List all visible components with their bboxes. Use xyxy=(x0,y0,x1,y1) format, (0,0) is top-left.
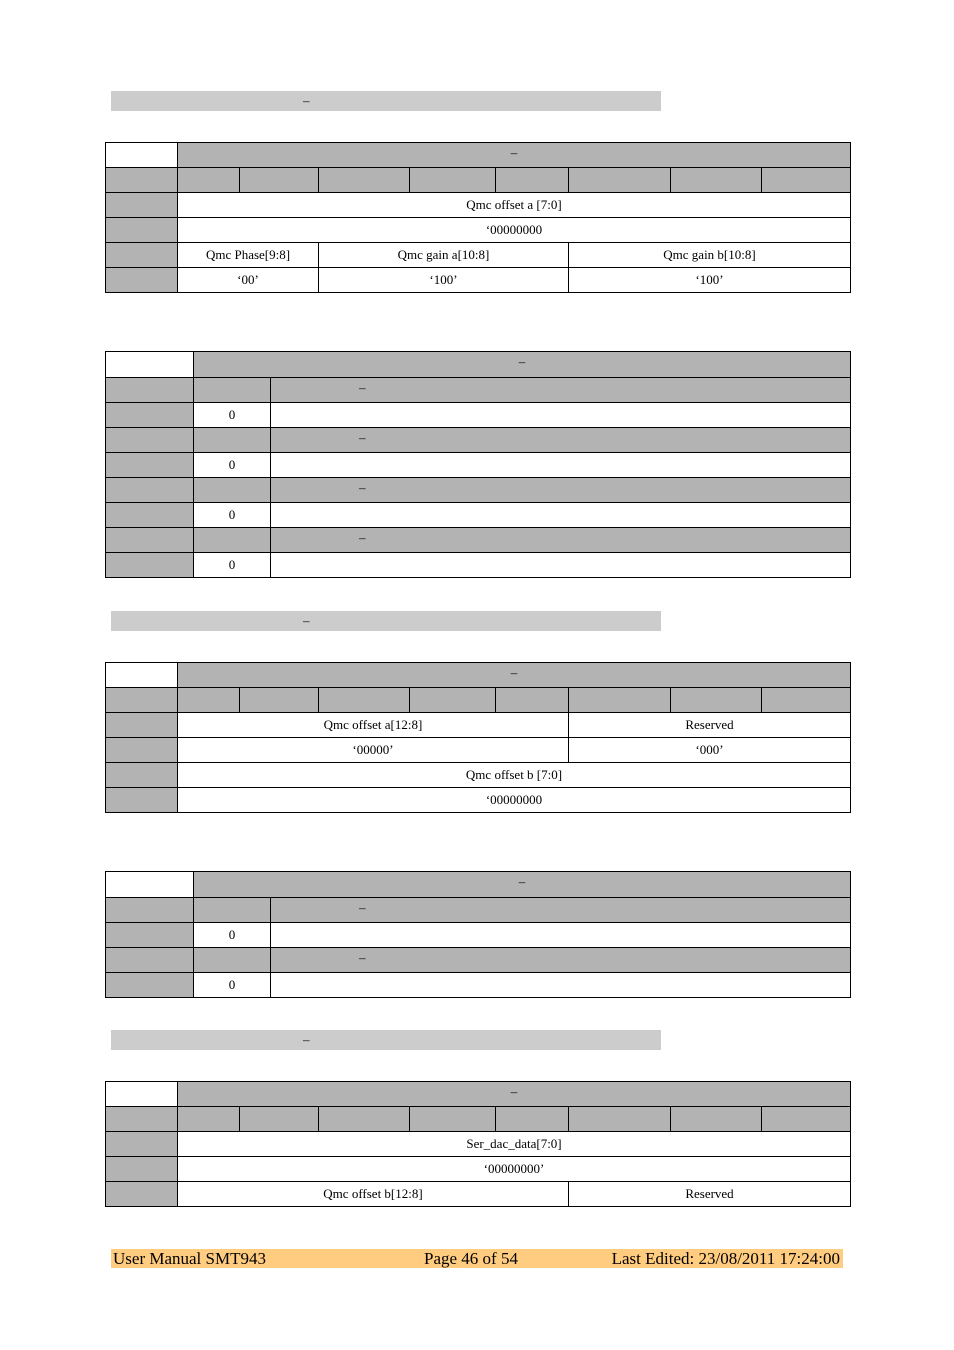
register-title-cell xyxy=(194,352,851,378)
row-label-cell xyxy=(106,403,194,428)
bit-header-cell xyxy=(762,168,851,193)
row-label-cell xyxy=(106,268,178,293)
row-label-cell xyxy=(106,1107,178,1132)
field-cell: Qmc gain b[10:8] xyxy=(569,243,851,268)
row-label-cell xyxy=(106,503,194,528)
register-title-cell xyxy=(194,872,851,898)
heading-dash: – xyxy=(303,1032,310,1047)
setting-header-cell xyxy=(194,378,271,403)
default-cell: ‘00000000 xyxy=(178,218,851,243)
bit-header-cell xyxy=(319,168,410,193)
header-dash: – xyxy=(359,480,366,495)
row-label-cell xyxy=(106,973,194,998)
bit-description-table-2 xyxy=(105,871,851,998)
row-label-cell xyxy=(106,428,194,453)
default-cell: ‘00000000’ xyxy=(178,1157,851,1182)
register-table-1 xyxy=(105,142,851,293)
bit-header-cell xyxy=(569,168,671,193)
setting-value-cell: 0 xyxy=(194,973,271,998)
row-label-cell xyxy=(106,528,194,553)
table-corner-cell xyxy=(106,663,178,688)
register-title-cell xyxy=(178,143,851,168)
bit-header-cell xyxy=(240,688,319,713)
bit-header-cell xyxy=(240,168,319,193)
row-label-cell xyxy=(106,193,178,218)
title-dash: – xyxy=(510,665,518,680)
bit-header-cell xyxy=(496,1107,569,1132)
setting-value-cell: 0 xyxy=(194,553,271,578)
row-label-cell xyxy=(106,788,178,813)
table-corner-cell xyxy=(106,872,194,898)
setting-header-cell xyxy=(194,898,271,923)
row-label-cell xyxy=(106,553,194,578)
field-cell: Reserved xyxy=(569,1182,851,1207)
setting-header-cell xyxy=(194,528,271,553)
title-dash: – xyxy=(518,354,526,369)
setting-header-cell xyxy=(194,478,271,503)
register-title-cell xyxy=(178,1082,851,1107)
setting-value-cell: 0 xyxy=(194,503,271,528)
setting-value-cell: 0 xyxy=(194,923,271,948)
heading-dash: – xyxy=(303,613,310,628)
description-cell xyxy=(271,403,851,428)
description-header-cell xyxy=(271,898,851,923)
row-label-cell xyxy=(106,378,194,403)
table-corner-cell xyxy=(106,352,194,378)
field-cell: Qmc offset b [7:0] xyxy=(178,763,851,788)
description-header-cell xyxy=(271,428,851,453)
field-cell: Ser_dac_data[7:0] xyxy=(178,1132,851,1157)
header-dash: – xyxy=(359,380,366,395)
default-cell: ‘00000’ xyxy=(178,738,569,763)
bit-description-table-1 xyxy=(105,351,851,578)
bit-header-cell xyxy=(410,688,496,713)
bit-header-cell xyxy=(240,1107,319,1132)
footer-page-number: Page 46 of 54 xyxy=(424,1249,518,1268)
row-label-cell xyxy=(106,948,194,973)
description-header-cell xyxy=(271,378,851,403)
description-cell xyxy=(271,503,851,528)
description-header-cell xyxy=(271,948,851,973)
register-title-cell xyxy=(178,663,851,688)
default-cell: ‘000’ xyxy=(569,738,851,763)
row-label-cell xyxy=(106,478,194,503)
title-dash: – xyxy=(518,874,526,889)
row-label-cell xyxy=(106,168,178,193)
field-cell: Qmc offset a[12:8] xyxy=(178,713,569,738)
default-cell: ‘00000000 xyxy=(178,788,851,813)
footer-last-edited: Last Edited: 23/08/2011 17:24:00 xyxy=(611,1249,840,1268)
row-label-cell xyxy=(106,1182,178,1207)
register-table-3 xyxy=(105,1081,851,1207)
row-label-cell xyxy=(106,243,178,268)
header-dash: – xyxy=(359,950,366,965)
bit-header-cell xyxy=(569,1107,671,1132)
header-dash: – xyxy=(359,530,366,545)
page-footer xyxy=(111,1249,843,1268)
row-label-cell xyxy=(106,923,194,948)
setting-header-cell xyxy=(194,428,271,453)
table-corner-cell xyxy=(106,1082,178,1107)
bit-header-cell xyxy=(410,168,496,193)
setting-header-cell xyxy=(194,948,271,973)
description-header-cell xyxy=(271,528,851,553)
field-cell: Qmc offset a [7:0] xyxy=(178,193,851,218)
table-corner-cell xyxy=(106,143,178,168)
bit-header-cell xyxy=(319,688,410,713)
footer-document-title: User Manual SMT943 xyxy=(113,1249,266,1268)
setting-value-cell: 0 xyxy=(194,403,271,428)
header-dash: – xyxy=(359,900,366,915)
row-label-cell xyxy=(106,453,194,478)
row-label-cell xyxy=(106,218,178,243)
bit-header-cell xyxy=(496,168,569,193)
field-cell: Qmc gain a[10:8] xyxy=(319,243,569,268)
description-cell xyxy=(271,923,851,948)
bit-header-cell xyxy=(178,168,240,193)
field-cell: Qmc offset b[12:8] xyxy=(178,1182,569,1207)
section-heading-bar xyxy=(111,1030,661,1050)
bit-header-cell xyxy=(671,168,762,193)
bit-header-cell xyxy=(496,688,569,713)
register-table-2 xyxy=(105,662,851,813)
title-dash: – xyxy=(510,145,518,160)
default-cell: ‘100’ xyxy=(319,268,569,293)
bit-header-cell xyxy=(410,1107,496,1132)
row-label-cell xyxy=(106,738,178,763)
title-dash: – xyxy=(510,1084,518,1099)
bit-header-cell xyxy=(319,1107,410,1132)
row-label-cell xyxy=(106,898,194,923)
row-label-cell xyxy=(106,763,178,788)
default-cell: ‘100’ xyxy=(569,268,851,293)
section-heading-bar xyxy=(111,611,661,631)
section-heading-bar xyxy=(111,91,661,111)
default-cell: ‘00’ xyxy=(178,268,319,293)
bit-header-cell xyxy=(671,1107,762,1132)
description-cell xyxy=(271,973,851,998)
bit-header-cell xyxy=(178,688,240,713)
bit-header-cell xyxy=(762,1107,851,1132)
field-cell: Qmc Phase[9:8] xyxy=(178,243,319,268)
bit-header-cell xyxy=(671,688,762,713)
description-cell xyxy=(271,453,851,478)
row-label-cell xyxy=(106,1132,178,1157)
header-dash: – xyxy=(359,430,366,445)
row-label-cell xyxy=(106,1157,178,1182)
bit-header-cell xyxy=(569,688,671,713)
description-header-cell xyxy=(271,478,851,503)
row-label-cell xyxy=(106,688,178,713)
description-cell xyxy=(271,553,851,578)
bit-header-cell xyxy=(178,1107,240,1132)
field-cell: Reserved xyxy=(569,713,851,738)
heading-dash: – xyxy=(303,93,310,108)
setting-value-cell: 0 xyxy=(194,453,271,478)
bit-header-cell xyxy=(762,688,851,713)
row-label-cell xyxy=(106,713,178,738)
